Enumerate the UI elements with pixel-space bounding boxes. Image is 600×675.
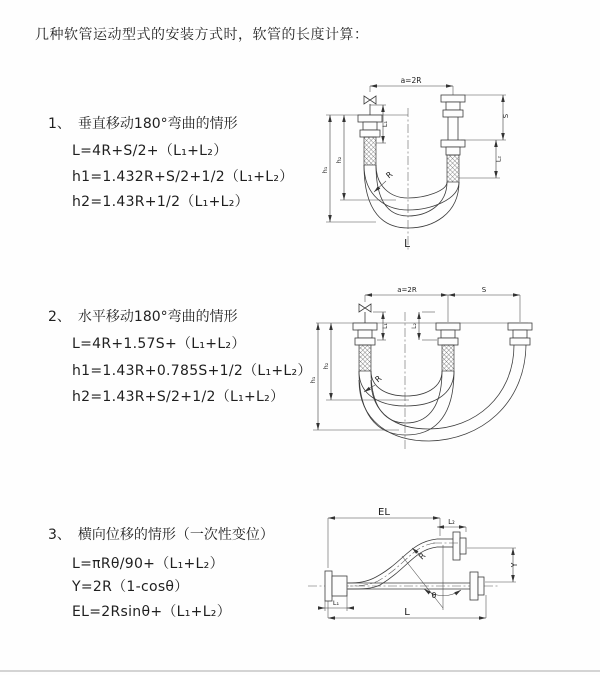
dim-label-a2r: a=2R — [400, 76, 422, 85]
section2-formula-L: L=4R+1.57S+（L₁+L₂） — [72, 336, 246, 352]
dim-label-y: Y — [510, 562, 519, 568]
dim-label-s: S — [502, 113, 510, 119]
dim-label-el: EL — [378, 507, 390, 518]
section3-formula-L: L=πRθ/90+（L₁+L₂） — [72, 556, 224, 572]
page-title: 几种软管运动型式的安装方式时，软管的长度计算： — [35, 27, 369, 43]
dim-label-theta: θ — [431, 591, 437, 600]
dimension-a2r — [365, 286, 448, 322]
diagram-vertical-180-bend — [310, 70, 600, 260]
dimension-l — [328, 595, 486, 618]
flange-displaced — [433, 532, 466, 560]
dimension-a2r — [370, 76, 453, 95]
dim-label-l2: L₂ — [494, 155, 503, 163]
section2-heading — [48, 306, 238, 326]
dimension-l2 — [459, 140, 503, 178]
section3-formula-Y: Y=2R（1-cosθ） — [72, 579, 189, 595]
dim-label-h1: h₁ — [321, 166, 329, 174]
dim-label-s: S — [481, 286, 487, 294]
dim-label-r: R — [373, 373, 384, 385]
dim-label-a2r: a=2R — [397, 286, 417, 294]
section3-heading — [48, 524, 274, 544]
hose-curves — [348, 539, 437, 589]
pipe-right-flange-assembly — [508, 323, 532, 345]
section1-number: 1、 — [48, 116, 71, 132]
angle-construction — [402, 545, 461, 610]
hose-curves — [364, 165, 459, 228]
dimension-h1 — [309, 323, 399, 430]
page-bottom-edge — [0, 670, 600, 672]
section1-formula-h1: h1=1.432R+S/2+1/2（L₁+L₂） — [72, 169, 294, 185]
section2-formula-h1: h1=1.43R+0.785S+1/2（L₁+L₂） — [72, 363, 312, 379]
flange-right — [470, 572, 484, 600]
section1-formula-h2: h2=1.43R+1/2（L₁+L₂） — [72, 194, 249, 210]
pipe-right-flange-assembly — [441, 95, 465, 182]
diagram-lateral-displacement — [300, 498, 600, 658]
braided-hose-section — [359, 345, 371, 371]
dimension-s — [448, 286, 520, 322]
section2-formula-h2: h2=1.43R+S/2+1/2（L₁+L₂） — [72, 389, 285, 405]
dim-label-h2: h₂ — [322, 362, 330, 370]
dim-label-r: R — [417, 551, 428, 562]
pipe-middle-flange-assembly — [436, 323, 460, 371]
section1-formula-L: L=4R+S/2+（L₁+L₂） — [72, 143, 228, 159]
dim-label-l1: L₁ — [332, 599, 340, 607]
dim-label-l-total: L — [404, 607, 410, 618]
dimension-s — [461, 95, 510, 140]
dimension-l2 — [411, 312, 437, 340]
section1-title: 垂直移动180°弯曲的情形 — [77, 116, 238, 132]
dim-label-l1: L₁ — [381, 120, 389, 128]
valve-icon — [364, 96, 376, 115]
valve-icon — [359, 304, 371, 323]
diagram-horizontal-180-bend — [309, 282, 600, 467]
flange-left — [325, 571, 347, 601]
section3-title: 横向位移的情形（一次性变位） — [77, 527, 274, 543]
section3-formula-EL: EL=2Rsinθ+（L₁+L₂） — [72, 604, 232, 620]
dim-label-h2: h₂ — [335, 156, 343, 164]
dim-label-r: R — [384, 169, 395, 181]
dim-label-l1: L₁ — [382, 323, 389, 329]
dim-label-h1: h₁ — [309, 376, 317, 384]
dim-label-l-total: L — [404, 238, 410, 250]
dim-label-l2: L₂ — [448, 518, 455, 526]
section3-number: 3、 — [48, 527, 71, 543]
section2-number: 2、 — [48, 309, 71, 325]
braided-hose-section — [364, 137, 376, 165]
braided-hose-section — [447, 155, 459, 182]
section1-heading — [48, 113, 238, 133]
dimension-l2 — [437, 518, 466, 532]
dim-label-l2: L₂ — [411, 323, 418, 329]
pipe-left-flange-assembly — [353, 323, 377, 371]
pipe-left-flange-assembly — [358, 115, 382, 165]
section2-title: 水平移动180°弯曲的情形 — [77, 309, 238, 325]
braided-hose-section — [442, 345, 454, 371]
